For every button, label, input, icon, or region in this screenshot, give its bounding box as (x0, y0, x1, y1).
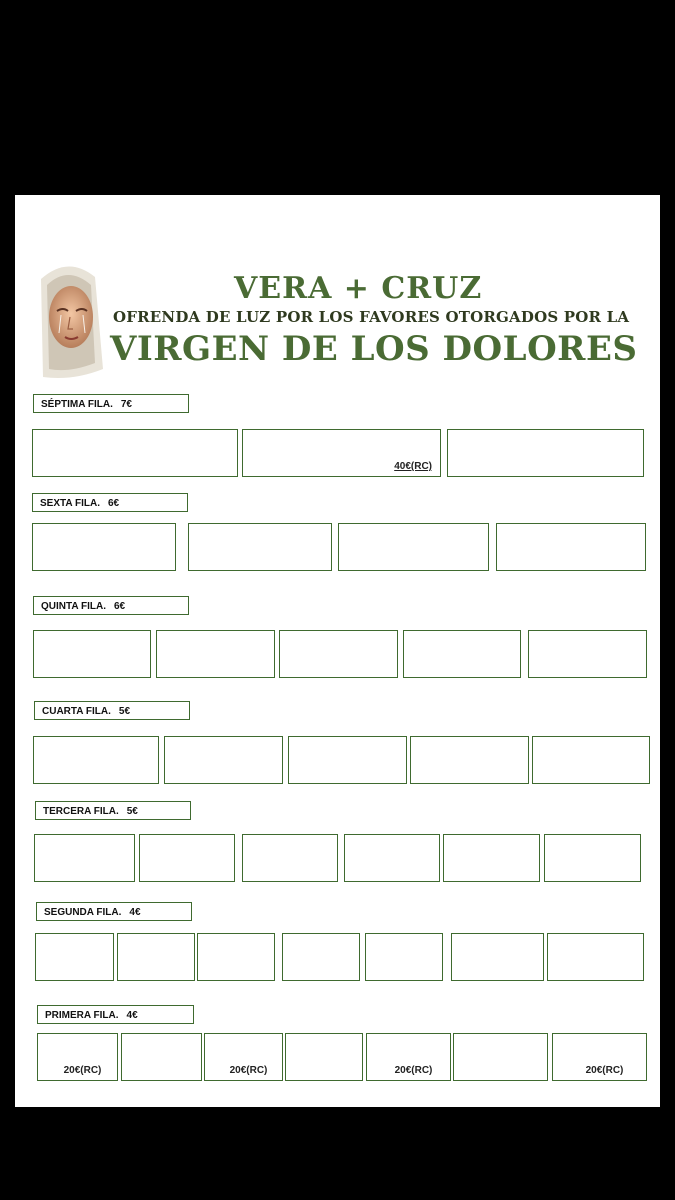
offering-cell[interactable] (443, 834, 540, 882)
offering-cell[interactable] (453, 1033, 548, 1081)
row-label-text: SEGUNDA FILA. (44, 907, 122, 918)
row-label-text: QUINTA FILA. (41, 601, 106, 612)
offering-cell[interactable] (37, 1033, 118, 1081)
offering-cell[interactable] (121, 1033, 202, 1081)
offering-cell[interactable] (282, 933, 360, 981)
row-label (35, 801, 191, 820)
row-label-text: SÉPTIMA FILA. (41, 399, 113, 410)
offering-cell[interactable] (33, 630, 151, 678)
offering-cell[interactable] (528, 630, 647, 678)
row-label (34, 701, 190, 720)
offering-cell[interactable] (366, 1033, 451, 1081)
offering-cell[interactable] (288, 736, 407, 784)
offering-cell[interactable] (496, 523, 646, 571)
reserved-note: 20€(RC) (394, 1065, 433, 1076)
row-label (32, 493, 188, 512)
offering-cell[interactable] (204, 1033, 283, 1081)
row-label-text: PRIMERA FILA. (45, 1010, 119, 1021)
row-price: 4€ (126, 1010, 138, 1021)
reserved-note: 40€(RC) (394, 461, 432, 472)
reserved-note: 20€(RC) (585, 1065, 624, 1076)
offering-cell[interactable] (410, 736, 529, 784)
row-label-text: CUARTA FILA. (42, 706, 111, 717)
page-title: VERA + CRUZ (234, 271, 483, 306)
offering-cell[interactable] (164, 736, 283, 784)
row-price: 5€ (126, 806, 138, 817)
offering-cell[interactable] (447, 429, 644, 477)
row-price: 7€ (120, 399, 132, 410)
offering-cell[interactable] (552, 1033, 647, 1081)
offering-cell[interactable] (547, 933, 644, 981)
row-label-text: TERCERA FILA. (43, 806, 119, 817)
offering-cell[interactable] (544, 834, 641, 882)
reserved-note: 20€(RC) (63, 1065, 102, 1076)
offering-cell[interactable] (117, 933, 195, 981)
row-price: 4€ (129, 907, 141, 918)
row-label (37, 1005, 194, 1024)
offering-sheet (15, 195, 660, 1107)
row-label (33, 394, 189, 413)
row-label-text: SEXTA FILA. (40, 498, 100, 509)
offering-cell[interactable] (285, 1033, 363, 1081)
offering-cell[interactable] (156, 630, 275, 678)
offering-cell[interactable] (188, 523, 332, 571)
offering-cell[interactable] (338, 523, 489, 571)
offering-cell[interactable] (532, 736, 650, 784)
row-label (36, 902, 192, 921)
reserved-note: 20€(RC) (229, 1065, 268, 1076)
virgin-name: VIRGEN DE LOS DOLORES (110, 329, 638, 369)
offering-cell[interactable] (279, 630, 398, 678)
offering-cell[interactable] (34, 834, 135, 882)
offering-cell[interactable] (403, 630, 521, 678)
offering-cell[interactable] (35, 933, 114, 981)
offering-cell[interactable] (33, 736, 159, 784)
offering-cell[interactable] (344, 834, 440, 882)
row-price: 5€ (118, 706, 131, 717)
offering-cell[interactable] (242, 834, 338, 882)
offering-cell[interactable] (139, 834, 235, 882)
offering-cell[interactable] (197, 933, 275, 981)
row-price: 6€ (108, 498, 120, 509)
offering-cell[interactable] (242, 429, 441, 477)
offering-cell[interactable] (365, 933, 443, 981)
page-subtitle: OFRENDA DE LUZ POR LOS FAVORES OTORGADOS POR LA (113, 308, 630, 326)
offering-cell[interactable] (32, 429, 238, 477)
offering-cell[interactable] (32, 523, 176, 571)
offering-cell[interactable] (451, 933, 544, 981)
row-label (33, 596, 189, 615)
virgin-portrait-image (33, 259, 103, 381)
row-price: 6€ (114, 601, 126, 612)
